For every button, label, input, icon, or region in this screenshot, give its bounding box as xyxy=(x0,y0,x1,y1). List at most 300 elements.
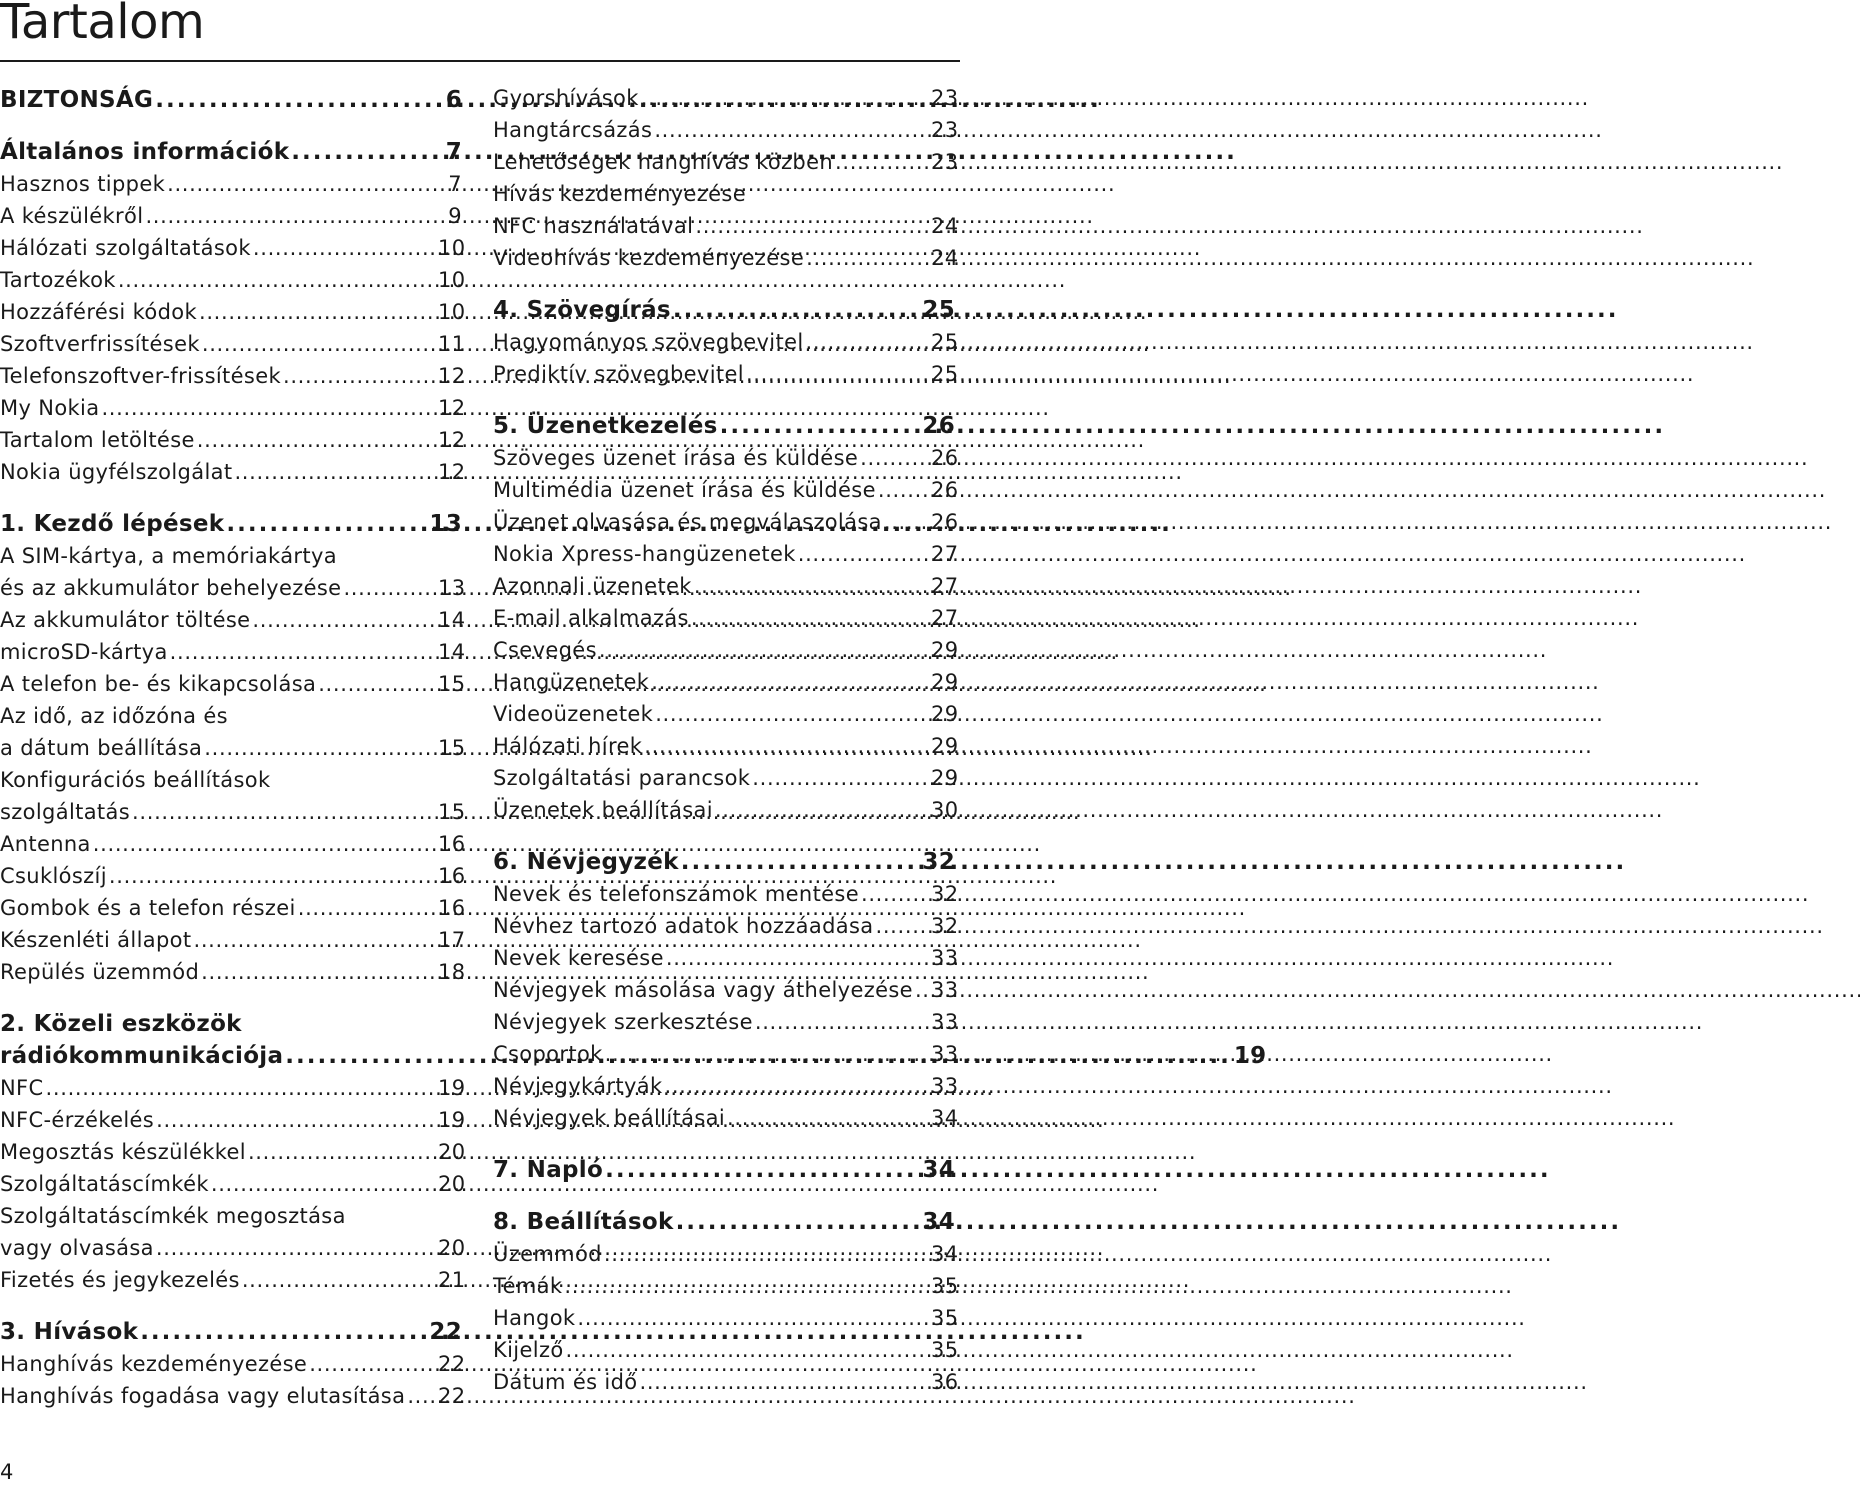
dot-leader xyxy=(242,1264,430,1296)
toc-entry-fizetes-es-jegykezeles[interactable] xyxy=(0,1264,466,1296)
entry-title: Hangtárcsázás xyxy=(493,118,653,142)
dot-leader xyxy=(605,1038,923,1070)
entry-title: Multimédia üzenet írása és küldése xyxy=(493,478,876,502)
entry-title: Szoftverfrissítések xyxy=(0,332,200,356)
toc-entry-tartozekok[interactable] xyxy=(0,264,466,296)
entry-page-number: 27 xyxy=(931,542,959,566)
entry-page-number: 36 xyxy=(931,1370,959,1394)
dot-leader xyxy=(298,892,430,924)
dot-leader xyxy=(145,200,430,232)
toc-entry-szoveges-uzenet-irasa-es-kuldese[interactable] xyxy=(493,442,959,474)
dot-leader xyxy=(695,210,923,242)
dot-leader xyxy=(605,1154,914,1186)
entry-page-number: 35 xyxy=(931,1306,959,1330)
entry-title-line: Szolgáltatáscímkék megosztása xyxy=(0,1204,346,1228)
entry-title: Hálózati hírek xyxy=(493,734,643,758)
entry-title: Tartalom letöltése xyxy=(0,428,195,452)
entry-title: Nevek keresése xyxy=(493,946,664,970)
entry-title-line: Az idő, az időzóna és xyxy=(0,704,228,728)
dot-leader xyxy=(746,358,923,390)
dot-leader xyxy=(197,424,430,456)
toc-entry-nokia-ugyfelszolgalat[interactable] xyxy=(0,456,466,488)
entry-page-number: 20 xyxy=(438,1172,466,1196)
chapter-title-line: 2. Közeli eszközök xyxy=(0,1011,242,1037)
dot-leader xyxy=(673,294,914,326)
entry-page-number: 29 xyxy=(931,766,959,790)
dot-leader xyxy=(727,1102,923,1134)
entry-page-number: 33 xyxy=(931,1042,959,1066)
dot-leader xyxy=(156,1104,430,1136)
entry-title: microSD-kártya xyxy=(0,640,168,664)
dot-leader xyxy=(46,1072,430,1104)
entry-page-number: 15 xyxy=(438,736,466,760)
entry-page-number: 7 xyxy=(448,172,462,196)
entry-title: Hanghívás kezdeményezése xyxy=(0,1352,308,1376)
entry-title: Csuklószíj xyxy=(0,864,107,888)
dot-leader xyxy=(283,360,430,392)
entry-page-number: 17 xyxy=(438,928,466,952)
chapter-page-number: 6 xyxy=(445,87,462,113)
dot-leader xyxy=(132,796,430,828)
entry-title-block xyxy=(0,764,466,828)
toc-entry-kijelzo[interactable] xyxy=(493,1334,959,1366)
toc-entry-szolgaltatascimkek-megosztasa[interactable] xyxy=(0,1200,466,1264)
toc-right-column xyxy=(493,82,959,1398)
entry-title-last-line xyxy=(0,1232,466,1264)
entry-title-block xyxy=(0,540,466,604)
entry-title: Kijelző xyxy=(493,1338,564,1362)
chapter-title: 3. Hívások xyxy=(0,1319,139,1345)
entry-page-number: 32 xyxy=(931,914,959,938)
toc-entry-megosztas-keszulekkel[interactable] xyxy=(0,1136,466,1168)
entry-title-line: A SIM-kártya, a memóriakártya xyxy=(0,544,337,568)
dot-leader xyxy=(639,1366,923,1398)
dot-leader xyxy=(248,1136,430,1168)
entry-title: Hagyományos szövegbevitel xyxy=(493,330,804,354)
entry-page-number: 11 xyxy=(438,332,466,356)
entry-page-number: 18 xyxy=(438,960,466,984)
toc-entry-telefonszoftver-frissitesek[interactable] xyxy=(0,360,466,392)
dot-leader xyxy=(599,634,923,666)
entry-page-number: 33 xyxy=(931,946,959,970)
entry-title: Nokia ügyfélszolgálat xyxy=(0,460,233,484)
dot-leader xyxy=(309,1348,430,1380)
entry-title: Üzemmód xyxy=(493,1242,602,1266)
entry-page-number: 20 xyxy=(438,1236,466,1260)
toc-chapter-heading[interactable] xyxy=(0,136,462,168)
toc-entry-nevhez-tartozo-adatok-hozzaadasa[interactable] xyxy=(493,910,959,942)
dot-leader xyxy=(915,974,923,1006)
dot-leader xyxy=(861,878,923,910)
toc-entry-e-mail-alkalmazas[interactable] xyxy=(493,602,959,634)
dot-leader xyxy=(234,456,430,488)
dot-leader xyxy=(755,1006,923,1038)
entry-page-number: 24 xyxy=(931,214,959,238)
entry-title: Névjegyek beállításai xyxy=(493,1106,726,1130)
toc-entry-csoportok[interactable] xyxy=(493,1038,959,1070)
dot-leader xyxy=(343,572,430,604)
toc-entry-videohivas-kezdemenyezese[interactable] xyxy=(493,242,959,274)
dot-leader xyxy=(806,326,923,358)
dot-leader xyxy=(694,570,923,602)
dot-leader xyxy=(170,636,430,668)
entry-page-number: 29 xyxy=(931,638,959,662)
entry-title: Gyorshívások xyxy=(493,86,639,110)
dot-leader xyxy=(798,538,923,570)
toc-entry-nfc[interactable] xyxy=(0,1072,466,1104)
entry-title: Fizetés és jegykezelés xyxy=(0,1268,240,1292)
entry-title: Hangüzenetek xyxy=(493,670,650,694)
entry-page-number: 35 xyxy=(931,1338,959,1362)
entry-title-last-line xyxy=(0,732,466,764)
dot-leader xyxy=(654,114,923,146)
entry-title: Hasznos tippek xyxy=(0,172,166,196)
dot-leader xyxy=(860,442,923,474)
entry-title: Nevek és telefonszámok mentése xyxy=(493,882,859,906)
entry-page-number: 15 xyxy=(438,800,466,824)
toc-entry-nevjegyek-szerkesztese[interactable] xyxy=(493,1006,959,1038)
entry-page-number: 9 xyxy=(448,204,462,228)
toc-chapter-heading[interactable] xyxy=(0,84,462,116)
entry-title-block xyxy=(0,1200,466,1264)
dot-leader xyxy=(101,392,430,424)
toc-chapter-heading[interactable] xyxy=(0,1316,462,1348)
toc-entry-hanghivas-kezdemenyezese[interactable] xyxy=(0,1348,466,1380)
entry-page-number: 23 xyxy=(931,150,959,174)
entry-title: My Nokia xyxy=(0,396,100,420)
entry-title: Megosztás készülékkel xyxy=(0,1140,246,1164)
dot-leader xyxy=(140,1316,421,1348)
entry-page-number: 33 xyxy=(931,1074,959,1098)
entry-title: Nokia Xpress-hangüzenetek xyxy=(493,542,796,566)
dot-leader xyxy=(118,264,430,296)
dot-leader xyxy=(407,1380,430,1412)
dot-leader xyxy=(577,1302,923,1334)
entry-page-number: 30 xyxy=(931,798,959,822)
entry-page-number: 27 xyxy=(931,574,959,598)
chapter-page-number: 22 xyxy=(429,1319,462,1345)
entry-page-number: 34 xyxy=(931,1106,959,1130)
toc-entry-halozati-szolgaltatasok[interactable] xyxy=(0,232,466,264)
entry-title: Dátum és idő xyxy=(493,1370,638,1394)
toc-entry-antenna[interactable] xyxy=(0,828,466,860)
dot-leader xyxy=(291,136,437,168)
toc-entry-hanghivas-fogadasa-vagy-elutasitasa[interactable] xyxy=(0,1380,466,1412)
entry-page-number: 29 xyxy=(931,734,959,758)
toc-entry-multimedia-uzenet-irasa-es-kuldese[interactable] xyxy=(493,474,959,506)
dot-leader xyxy=(641,82,923,114)
chapter-title: 5. Üzenetkezelés xyxy=(493,413,718,439)
toc-entry-uzenetek-beallitasai[interactable] xyxy=(493,794,959,826)
toc-entry-nevjegykartyak[interactable] xyxy=(493,1070,959,1102)
entry-page-number: 35 xyxy=(931,1274,959,1298)
entry-title: Üzenet olvasása és megválaszolása xyxy=(493,510,882,534)
toc-entry-hivas-kezdemenyezese[interactable] xyxy=(493,178,959,242)
entry-title: Szolgáltatási parancsok xyxy=(493,766,751,790)
entry-title: Videohívás kezdeményezése xyxy=(493,246,805,270)
chapter-title: Általános információk xyxy=(0,139,290,165)
chapter-title: 4. Szövegírás xyxy=(493,297,671,323)
toc-entry-szoftverfrissitesek[interactable] xyxy=(0,328,466,360)
entry-title: Névjegykártyák xyxy=(493,1074,663,1098)
toc-entry-nfc-erzekeles[interactable] xyxy=(0,1104,466,1136)
toc-chapter-heading[interactable] xyxy=(493,410,955,442)
dot-leader xyxy=(604,1238,923,1270)
entry-title: A készülékről xyxy=(0,204,144,228)
toc-entry-az-akkumulator-toltese[interactable] xyxy=(0,604,466,636)
entry-page-number: 29 xyxy=(931,702,959,726)
title-divider xyxy=(0,60,960,62)
entry-title: NFC-érzékelés xyxy=(0,1108,155,1132)
dot-leader xyxy=(199,296,430,328)
toc-entry-hangtarcsazas[interactable] xyxy=(493,114,959,146)
entry-page-number: 25 xyxy=(931,362,959,386)
entry-title: Névjegyek szerkesztése xyxy=(493,1010,753,1034)
chapter-title: 8. Beállítások xyxy=(493,1209,674,1235)
toc-entry-my-nokia[interactable] xyxy=(0,392,466,424)
toc-entry-az-ido-az-idozona-es[interactable] xyxy=(0,700,466,764)
chapter-page-number: 25 xyxy=(922,297,955,323)
toc-chapter-heading[interactable] xyxy=(493,1154,955,1186)
toc-entry-lehetosegek-hanghivas-kozben[interactable] xyxy=(493,146,959,178)
entry-page-number: 22 xyxy=(438,1352,466,1376)
entry-page-number: 19 xyxy=(438,1076,466,1100)
toc-entry-nevjegyek-masolasa-vagy-athelyezese[interactable] xyxy=(493,974,959,1006)
entry-title-last-line xyxy=(0,796,466,828)
chapter-title: 6. Névjegyzék xyxy=(493,849,679,875)
dot-leader xyxy=(109,860,430,892)
dot-leader xyxy=(252,604,430,636)
entry-title: Névhez tartozó adatok hozzáadása xyxy=(493,914,874,938)
entry-title: Készenléti állapot xyxy=(0,928,192,952)
entry-title-block xyxy=(0,700,466,764)
entry-title: E-mail alkalmazás xyxy=(493,606,689,630)
entry-page-number: 13 xyxy=(438,576,466,600)
toc-entry-hangok[interactable] xyxy=(493,1302,959,1334)
toc-entry-hasznos-tippek[interactable] xyxy=(0,168,462,200)
toc-entry-szolgaltatascimkek[interactable] xyxy=(0,1168,466,1200)
entry-title-line: szolgáltatás xyxy=(0,800,131,824)
toc-entry-uzemmod[interactable] xyxy=(493,1238,959,1270)
dot-leader xyxy=(202,328,430,360)
entry-title-last-line xyxy=(493,210,959,242)
entry-title: Videoüzenetek xyxy=(493,702,654,726)
dot-leader xyxy=(676,1206,915,1238)
entry-page-number: 29 xyxy=(931,670,959,694)
entry-title: Névjegyek másolása vagy áthelyezése xyxy=(493,978,913,1002)
dot-leader xyxy=(155,84,437,116)
entry-title-line: a dátum beállítása xyxy=(0,736,203,760)
dot-leader xyxy=(884,506,923,538)
dot-leader xyxy=(644,730,923,762)
entry-title: Hozzáférési kódok xyxy=(0,300,197,324)
entry-title: NFC xyxy=(0,1076,44,1100)
toc-entry-szolgaltatasi-parancsok[interactable] xyxy=(493,762,959,794)
entry-title: Hangok xyxy=(493,1306,576,1330)
dot-leader xyxy=(318,668,430,700)
entry-page-number: 33 xyxy=(931,978,959,1002)
toc-chapter-heading[interactable] xyxy=(493,846,955,878)
toc-entry-videouzenetek[interactable] xyxy=(493,698,959,730)
entry-title: Az akkumulátor töltése xyxy=(0,608,251,632)
entry-title: Szolgáltatáscímkék xyxy=(0,1172,209,1196)
toc-entry-a-telefon-be-es-kikapcsolasa[interactable] xyxy=(0,668,466,700)
dot-leader xyxy=(752,762,923,794)
entry-title-line: vagy olvasása xyxy=(0,1236,154,1260)
chapter-title-line: rádiókommunikációja xyxy=(0,1043,284,1069)
toc-entry-halozati-hirek[interactable] xyxy=(493,730,959,762)
toc-entry-azonnali-uzenetek[interactable] xyxy=(493,570,959,602)
toc-entry-gombok-es-a-telefon-reszei[interactable] xyxy=(0,892,466,924)
entry-title: Szöveges üzenet írása és küldése xyxy=(493,446,859,470)
entry-page-number: 10 xyxy=(438,300,466,324)
chapter-page-number: 19 xyxy=(1233,1043,1267,1069)
dot-leader xyxy=(253,232,430,264)
entry-title: Hálózati szolgáltatások xyxy=(0,236,251,260)
toc-entry-datum-es-ido[interactable] xyxy=(493,1366,959,1398)
dot-leader xyxy=(655,698,923,730)
entry-page-number: 14 xyxy=(438,608,466,632)
toc-entry-keszenleti-allapot[interactable] xyxy=(0,924,466,956)
entry-title: Telefonszoftver-frissítések xyxy=(0,364,281,388)
entry-page-number: 12 xyxy=(438,460,466,484)
chapter-title: BIZTONSÁG xyxy=(0,87,154,113)
entry-page-number: 20 xyxy=(438,1140,466,1164)
dot-leader xyxy=(691,602,923,634)
toc-entry-prediktiv-szovegbevitel[interactable] xyxy=(493,358,959,390)
chapter-page-number: 32 xyxy=(922,849,955,875)
entry-page-number: 10 xyxy=(438,268,466,292)
entry-page-number: 26 xyxy=(931,446,959,470)
entry-title-line: és az akkumulátor behelyezése xyxy=(0,576,342,600)
entry-title-block xyxy=(493,178,959,242)
toc-entry-nokia-xpress-hanguzenetek[interactable] xyxy=(493,538,959,570)
dot-leader xyxy=(156,1232,430,1264)
toc-entry-repules-uzemmod[interactable] xyxy=(0,956,466,988)
toc-entry-microsd-kartya[interactable] xyxy=(0,636,466,668)
dot-leader xyxy=(835,146,923,178)
chapter-page-number: 26 xyxy=(922,413,955,439)
entry-page-number: 26 xyxy=(931,510,959,534)
dot-leader xyxy=(715,794,923,826)
entry-page-number: 24 xyxy=(931,246,959,270)
entry-page-number: 10 xyxy=(438,236,466,260)
entry-title: Csevegés xyxy=(493,638,597,662)
toc-entry-konfiguracios-beallitasok[interactable] xyxy=(0,764,466,828)
entry-page-number: 23 xyxy=(931,118,959,142)
toc-entry-temak[interactable] xyxy=(493,1270,959,1302)
dot-leader xyxy=(664,1070,923,1102)
page-title: Tartalom xyxy=(0,0,205,50)
entry-title: Gombok és a telefon részei xyxy=(0,896,296,920)
toc-entry-nevek-es-telefonszamok-mentese[interactable] xyxy=(493,878,959,910)
dot-leader xyxy=(875,910,923,942)
dot-leader xyxy=(651,666,923,698)
dot-leader xyxy=(93,828,430,860)
entry-page-number: 12 xyxy=(438,396,466,420)
toc-entry-gyorshivasok[interactable] xyxy=(493,82,959,114)
entry-page-number: 26 xyxy=(931,478,959,502)
chapter-title: 1. Kezdő lépések xyxy=(0,511,225,537)
entry-title: Hanghívás fogadása vagy elutasítása xyxy=(0,1384,406,1408)
entry-page-number: 14 xyxy=(438,640,466,664)
entry-page-number: 15 xyxy=(438,672,466,696)
entry-title: Antenna xyxy=(0,832,91,856)
toc-entry-nevek-keresese[interactable] xyxy=(493,942,959,974)
entry-title: Repülés üzemmód xyxy=(0,960,200,984)
toc-entry-nevjegyek-beallitasai[interactable] xyxy=(493,1102,959,1134)
entry-page-number: 16 xyxy=(438,896,466,920)
toc-entry-tartalom-letoltese[interactable] xyxy=(0,424,466,456)
entry-title-line: Hívás kezdeményezése xyxy=(493,182,746,206)
entry-page-number: 25 xyxy=(931,330,959,354)
page-number: 4 xyxy=(0,1460,14,1484)
dot-leader xyxy=(564,1270,923,1302)
entry-title: Üzenetek beállításai xyxy=(493,798,713,822)
toc-entry-hanguzenetek[interactable] xyxy=(493,666,959,698)
entry-page-number: 16 xyxy=(438,864,466,888)
entry-title: Prediktív szövegbevitel xyxy=(493,362,744,386)
entry-title: Azonnali üzenetek xyxy=(493,574,692,598)
entry-page-number: 21 xyxy=(438,1268,466,1292)
dot-leader xyxy=(211,1168,430,1200)
entry-title: Témák xyxy=(493,1274,563,1298)
entry-title: A telefon be- és kikapcsolása xyxy=(0,672,317,696)
toc-entry-hozzaferesi-kodok[interactable] xyxy=(0,296,466,328)
toc-entry-a-keszulekrol[interactable] xyxy=(0,200,462,232)
chapter-page-number: 34 xyxy=(922,1209,955,1235)
dot-leader xyxy=(666,942,923,974)
entry-page-number: 12 xyxy=(438,364,466,388)
dot-leader xyxy=(167,168,430,200)
dot-leader xyxy=(878,474,923,506)
dot-leader xyxy=(720,410,915,442)
dot-leader xyxy=(806,242,923,274)
entry-page-number: 32 xyxy=(931,882,959,906)
chapter-page-number: 7 xyxy=(445,139,462,165)
toc-entry-cseveges[interactable] xyxy=(493,634,959,666)
chapter-page-number: 34 xyxy=(922,1157,955,1183)
entry-title: Tartozékok xyxy=(0,268,116,292)
entry-page-number: 12 xyxy=(438,428,466,452)
entry-title-line: Konfigurációs beállítások xyxy=(0,768,271,792)
toc-entry-a-sim-kartya-a-memoriakartya[interactable] xyxy=(0,540,466,604)
toc-chapter-heading[interactable] xyxy=(493,294,955,326)
entry-page-number: 19 xyxy=(438,1108,466,1132)
entry-title: Lehetőségek hanghívás közben xyxy=(493,150,834,174)
dot-leader xyxy=(226,508,421,540)
toc-entry-csukloszij[interactable] xyxy=(0,860,466,892)
entry-title-last-line xyxy=(0,572,466,604)
entry-page-number: 23 xyxy=(931,86,959,110)
toc-chapter-heading[interactable] xyxy=(493,1206,955,1238)
entry-page-number: 22 xyxy=(438,1384,466,1408)
dot-leader xyxy=(566,1334,923,1366)
chapter-page-number: 13 xyxy=(429,511,462,537)
toc-chapter-heading[interactable] xyxy=(0,508,462,540)
entry-page-number: 27 xyxy=(931,606,959,630)
dot-leader xyxy=(204,732,430,764)
entry-page-number: 33 xyxy=(931,1010,959,1034)
toc-entry-uzenet-olvasasa-es-megvalaszolasa[interactable] xyxy=(493,506,959,538)
dot-leader xyxy=(201,956,430,988)
entry-page-number: 34 xyxy=(931,1242,959,1266)
entry-page-number: 16 xyxy=(438,832,466,856)
chapter-title: 7. Napló xyxy=(493,1157,604,1183)
dot-leader xyxy=(681,846,915,878)
toc-entry-hagyomanyos-szovegbevitel[interactable] xyxy=(493,326,959,358)
entry-title-line: NFC használatával xyxy=(493,214,694,238)
